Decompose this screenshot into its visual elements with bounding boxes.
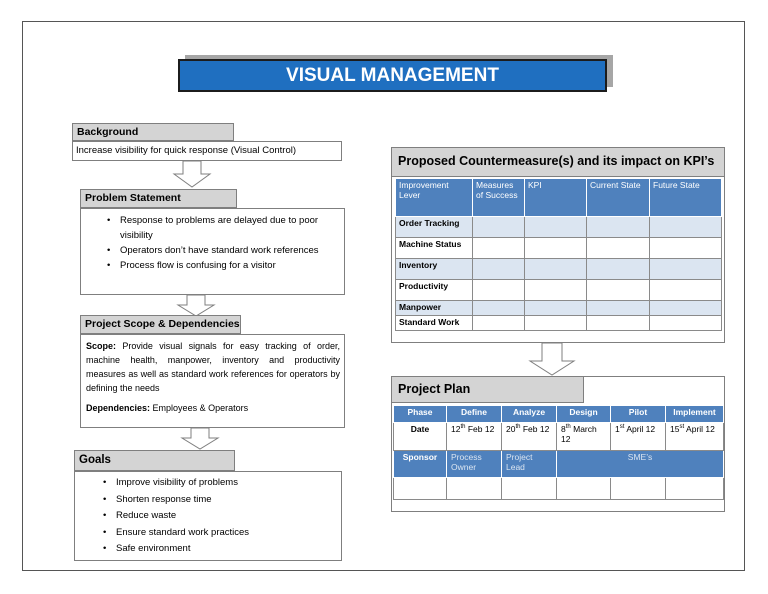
problem-heading: Problem Statement <box>80 189 237 208</box>
phase-cell: Implement <box>666 406 724 423</box>
down-arrow-icon <box>528 343 576 376</box>
date-cell: 15st April 12 <box>666 423 724 451</box>
kpi-col-header: Current State <box>587 179 650 217</box>
process-owner-cell: Process Owner <box>447 451 502 478</box>
countermeasure-heading: Proposed Countermeasure(s) and its impact on KPI’s <box>392 148 724 177</box>
date-cell: 8th March 12 <box>557 423 611 451</box>
goal-item: • Shorten response time <box>116 492 335 509</box>
scope-box <box>80 334 345 428</box>
kpi-row-label: Order Tracking <box>396 217 473 238</box>
dependencies-text: Employees & Operators <box>152 403 249 413</box>
problem-item: • Response to problems are delayed due to poor visibility <box>120 213 338 243</box>
phase-cell: Define <box>447 406 502 423</box>
phase-cell: Design <box>557 406 611 423</box>
date-label: Date <box>394 423 447 451</box>
goals-box <box>74 471 342 561</box>
kpi-col-header: Improvement Lever <box>396 179 473 217</box>
scope-text: Provide visual signals for easy tracking of order, machine health, manpower, inventory and productivity measures as well as standard work references for operators by defining the needs <box>86 341 340 393</box>
phase-cell: Pilot <box>611 406 666 423</box>
goal-item: • Safe environment <box>116 541 335 558</box>
kpi-table <box>395 178 722 331</box>
date-cell: 12th Feb 12 <box>447 423 502 451</box>
kpi-row-label: Machine Status <box>396 238 473 259</box>
problem-item: • Process flow is confusing for a visitor <box>120 258 338 273</box>
kpi-row-label: Productivity <box>396 280 473 301</box>
scope-heading: Project Scope & Dependencies <box>80 315 241 334</box>
kpi-row-label: Standard Work <box>396 316 473 331</box>
countermeasure-panel <box>391 147 725 343</box>
kpi-row-label: Manpower <box>396 301 473 316</box>
kpi-col-header: KPI <box>525 179 587 217</box>
goal-item: • Improve visibility of problems <box>116 475 335 492</box>
goal-item: • Ensure standard work practices <box>116 525 335 542</box>
project-plan-panel <box>391 376 725 512</box>
down-arrow-icon <box>172 161 212 188</box>
background-text: Increase visibility for quick response (Visual Control) <box>72 141 342 161</box>
background-heading: Background <box>72 123 234 141</box>
project-lead-cell: Project Lead <box>502 451 557 478</box>
dependencies-label: Dependencies: <box>86 403 151 413</box>
kpi-col-header: Future State <box>650 179 722 217</box>
scope-label: Scope: <box>86 341 117 351</box>
kpi-row-label: Inventory <box>396 259 473 280</box>
phase-cell: Analyze <box>502 406 557 423</box>
down-arrow-icon <box>176 295 216 317</box>
page-title: VISUAL MANAGEMENT <box>178 59 607 92</box>
plan-table <box>393 405 724 500</box>
date-cell: 1st April 12 <box>611 423 666 451</box>
goals-heading: Goals <box>74 450 235 471</box>
smes-cell: SME’s <box>557 451 724 478</box>
down-arrow-icon <box>180 428 220 450</box>
problem-box <box>80 208 345 295</box>
kpi-col-header: Measures of Success <box>473 179 525 217</box>
problem-item: • Operators don’t have standard work references <box>120 243 338 258</box>
date-cell: 20th Feb 12 <box>502 423 557 451</box>
project-plan-heading: Project Plan <box>392 377 584 403</box>
phase-label: Phase <box>394 406 447 423</box>
goal-item: • Reduce waste <box>116 508 335 525</box>
sponsor-label: Sponsor <box>394 451 447 478</box>
